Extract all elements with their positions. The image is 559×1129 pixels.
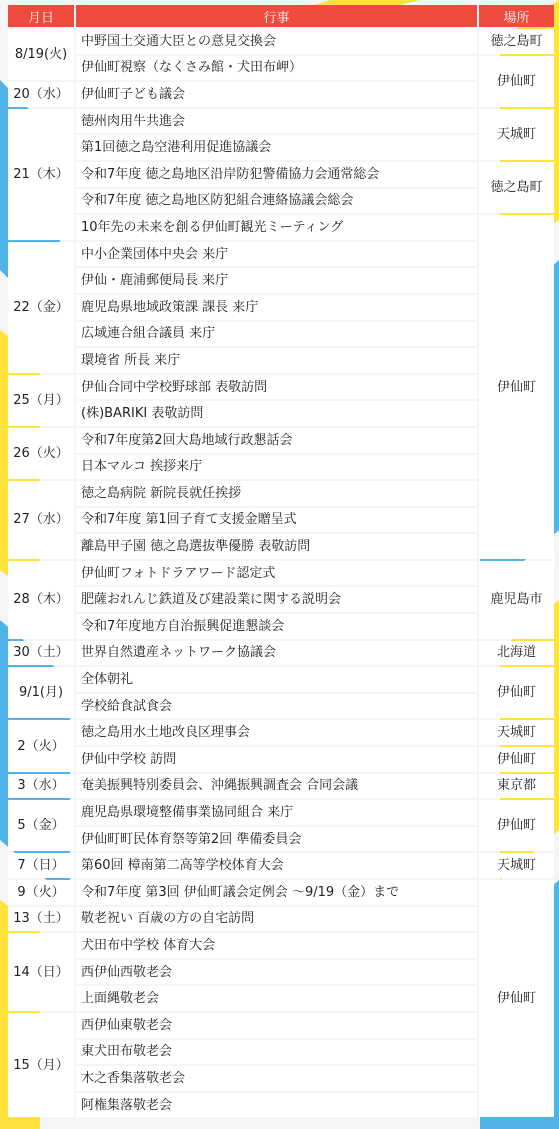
event-cell: 環境省 所長 来庁 (76, 348, 477, 373)
event-cell: 伊仙町視察（なくさみ館・犬田布岬） (76, 56, 477, 81)
header-place: 場所 (479, 5, 554, 27)
event-cell: 敬老祝い 百歳の方の自宅訪問 (76, 907, 477, 932)
date-cell: 13（土） (8, 907, 74, 932)
date-cell: 8/19(火) (8, 29, 74, 80)
event-cell: 伊仙合同中学校野球部 表敬訪問 (76, 375, 477, 400)
date-cell: 7（日） (8, 853, 74, 878)
table-row (8, 667, 554, 692)
date-cell: 9/1(月) (8, 667, 74, 718)
event-cell: 西伊仙東敬老会 (76, 1013, 477, 1038)
event-cell: (株)BARIKI 表敬訪問 (76, 401, 477, 426)
place-cell: 伊仙町 (479, 215, 554, 559)
event-cell: 徳之島病院 新院長就任挨拶 (76, 481, 477, 506)
place-cell: 伊仙町 (479, 667, 554, 718)
place-cell: 天城町 (479, 109, 554, 160)
event-cell: 第60回 樟南第二高等学校体育大会 (76, 853, 477, 878)
table-row (8, 534, 554, 559)
date-cell: 14（日） (8, 933, 74, 1011)
table-row (8, 1066, 554, 1091)
event-cell: 徳之島用水土地改良区理事会 (76, 720, 477, 745)
date-cell: 22（金） (8, 242, 74, 373)
date-cell: 30（土） (8, 641, 74, 666)
table-row (8, 1040, 554, 1065)
date-cell: 9（火） (8, 880, 74, 905)
table-row (8, 162, 554, 187)
event-cell: 世界自然遺産ネットワーク協議会 (76, 641, 477, 666)
event-cell: 中野国土交通大臣との意見交換会 (76, 29, 477, 54)
table-row (8, 933, 554, 958)
place-cell: 伊仙町 (479, 747, 554, 772)
table-row (8, 508, 554, 533)
date-cell: 3（水） (8, 774, 74, 799)
place-cell: 伊仙町 (479, 800, 554, 851)
table-row (8, 747, 554, 772)
table-row (8, 135, 554, 160)
date-cell: 21（木） (8, 109, 74, 240)
date-cell: 25（月） (8, 375, 74, 426)
event-cell: 令和7年度 徳之島地区防犯組合連絡協議会総会 (76, 189, 477, 214)
date-cell: 5（金） (8, 800, 74, 851)
event-cell: 学校給食試食会 (76, 694, 477, 719)
table-row (8, 56, 554, 81)
event-cell: 令和7年度地方自治振興促進懇談会 (76, 614, 477, 639)
table-row (8, 322, 554, 347)
event-cell: 全体朝礼 (76, 667, 477, 692)
table-row (8, 907, 554, 932)
table-row (8, 614, 554, 639)
place-cell: 天城町 (479, 720, 554, 745)
date-cell: 2（火） (8, 720, 74, 771)
schedule-table (6, 3, 556, 1119)
event-cell: 奄美振興特別委員会、沖縄振興調査会 合同会議 (76, 774, 477, 799)
table-row (8, 720, 554, 745)
table-row (8, 82, 554, 107)
table-row (8, 215, 554, 240)
event-cell: 鹿児島県環境整備事業協同組合 来庁 (76, 800, 477, 825)
event-cell: 伊仙・鹿浦郵便局長 来庁 (76, 268, 477, 293)
event-cell: 伊仙中学校 訪問 (76, 747, 477, 772)
event-cell: 10年先の未来を創る伊仙町観光ミーティング (76, 215, 477, 240)
table-row (8, 587, 554, 612)
table-row (8, 29, 554, 54)
event-cell: 鹿児島県地域政策課 課長 来庁 (76, 295, 477, 320)
event-cell: 西伊仙西敬老会 (76, 960, 477, 985)
table-row (8, 800, 554, 825)
table-row (8, 348, 554, 373)
event-cell: 犬田布中学校 体育大会 (76, 933, 477, 958)
table-row (8, 268, 554, 293)
event-cell: 上面縄敬老会 (76, 986, 477, 1011)
event-cell: 離島甲子園 徳之島選抜準優勝 表敬訪問 (76, 534, 477, 559)
place-cell: 伊仙町 (479, 56, 554, 107)
event-cell: 広域連合組合議員 来庁 (76, 322, 477, 347)
place-cell: 伊仙町 (479, 880, 554, 1117)
event-cell: 令和7年度第2回大島地域行政懇話会 (76, 428, 477, 453)
event-cell: 令和7年度 第3回 伊仙町議会定例会 ～9/19（金）まで (76, 880, 477, 905)
table-row (8, 853, 554, 878)
date-cell: 20（水） (8, 82, 74, 107)
table-row (8, 827, 554, 852)
date-cell: 28（木） (8, 561, 74, 639)
event-cell: 日本マルコ 挨拶来庁 (76, 455, 477, 480)
event-cell: 伊仙町子ども議会 (76, 82, 477, 107)
event-cell: 令和7年度 第1回子育て支援金贈呈式 (76, 508, 477, 533)
table-row (8, 295, 554, 320)
place-cell: 鹿児島市 (479, 561, 554, 639)
table-row (8, 986, 554, 1011)
table-row (8, 880, 554, 905)
event-cell: 阿権集落敬老会 (76, 1093, 477, 1118)
event-cell: 伊仙町フォトドラアワード認定式 (76, 561, 477, 586)
event-cell: 伊仙町町民体育祭等第2回 準備委員会 (76, 827, 477, 852)
place-cell: 徳之島町 (479, 162, 554, 213)
place-cell: 徳之島町 (479, 29, 554, 54)
header-row (8, 5, 554, 27)
table-row (8, 375, 554, 400)
event-cell: 第1回徳之島空港利用促進協議会 (76, 135, 477, 160)
event-cell: 肥薩おれんじ鉄道及び建設業に関する説明会 (76, 587, 477, 612)
table-row (8, 641, 554, 666)
table-row (8, 401, 554, 426)
table-row (8, 428, 554, 453)
table-row (8, 960, 554, 985)
event-cell: 木之香集落敬老会 (76, 1066, 477, 1091)
table-row (8, 774, 554, 799)
table-row (8, 561, 554, 586)
table-row (8, 109, 554, 134)
place-cell: 北海道 (479, 641, 554, 666)
date-cell: 15（月） (8, 1013, 74, 1117)
table-row (8, 189, 554, 214)
date-cell: 27（水） (8, 481, 74, 559)
header-date: 月日 (8, 5, 74, 27)
table-row (8, 481, 554, 506)
event-cell: 東犬田布敬老会 (76, 1040, 477, 1065)
table-row (8, 1013, 554, 1038)
date-cell: 26（火） (8, 428, 74, 479)
place-cell: 東京都 (479, 774, 554, 799)
event-cell: 徳州肉用牛共進会 (76, 109, 477, 134)
table-row (8, 455, 554, 480)
place-cell: 天城町 (479, 853, 554, 878)
event-cell: 令和7年度 徳之島地区沿岸防犯警備協力会通常総会 (76, 162, 477, 187)
event-cell: 中小企業団体中央会 来庁 (76, 242, 477, 267)
table-row (8, 242, 554, 267)
header-event: 行事 (76, 5, 477, 27)
table-row (8, 1093, 554, 1118)
table-row (8, 694, 554, 719)
